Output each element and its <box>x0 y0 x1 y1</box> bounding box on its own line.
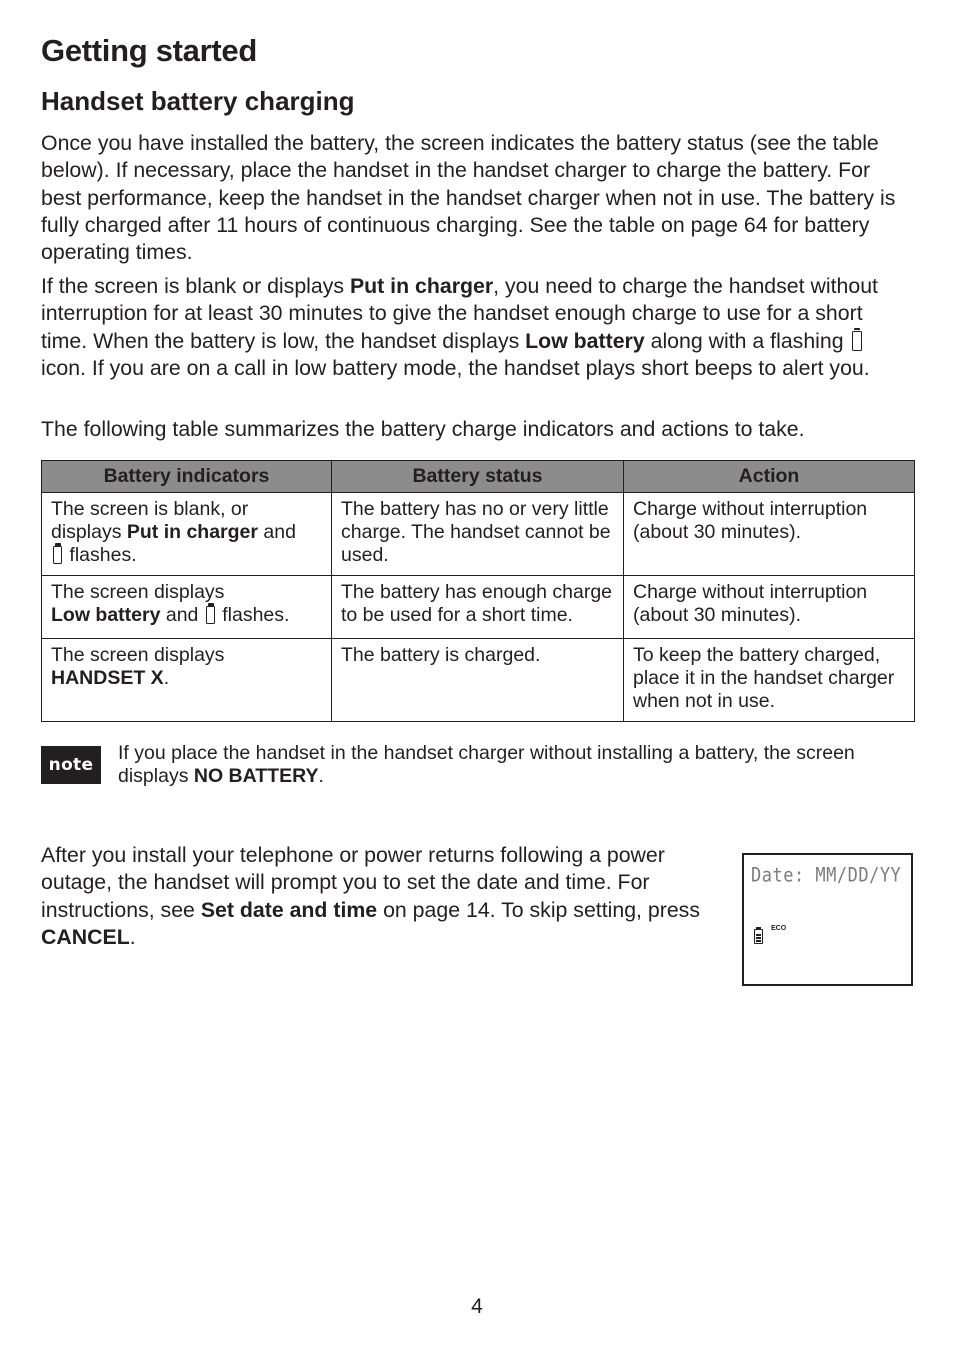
page-title: Getting started <box>41 33 257 68</box>
text-run: . <box>163 667 170 689</box>
no-battery-label: NO BATTERY <box>193 765 319 787</box>
empty-battery-icon <box>852 331 862 351</box>
table-row <box>42 576 915 639</box>
action-cell: Charge without interruption (about 30 minutes). <box>624 576 915 639</box>
indicator-cell <box>42 639 332 722</box>
table-intro-paragraph: The following table summarizes the battery charge indicators and actions to take. <box>41 417 805 441</box>
text-run: and <box>160 604 204 626</box>
set-date-and-time-label: Set date and time <box>200 897 378 922</box>
lcd-date-prompt: Date: MM/DD/YY <box>751 864 902 887</box>
text-run: The screen displays <box>51 644 225 666</box>
low-battery-label: Low battery <box>525 328 645 353</box>
status-cell: The battery has no or very little charge. The handset cannot be used. <box>332 493 624 576</box>
text-run: . <box>129 924 136 949</box>
full-battery-icon <box>754 929 763 944</box>
table-row <box>42 493 915 576</box>
handset-x-label: HANDSET X <box>51 667 164 689</box>
text-run: icon. If you are on a call in low battery mode, the handset plays short beeps to alert you. <box>41 355 870 380</box>
put-in-charger-label: Put in charger <box>349 274 494 298</box>
charging-paragraph <box>41 273 911 382</box>
eco-indicator: ECO <box>771 925 787 932</box>
action-cell: Charge without interruption (about 30 minutes). <box>624 493 915 576</box>
low-battery-label: Low battery <box>51 604 161 626</box>
cancel-label: CANCEL <box>41 924 130 949</box>
header-battery-indicators: Battery indicators <box>42 461 332 493</box>
put-in-charger-label: Put in charger <box>126 521 258 543</box>
handset-lcd-screen <box>742 853 913 986</box>
empty-battery-icon <box>206 606 215 624</box>
empty-battery-icon <box>53 546 62 564</box>
indicator-cell <box>42 576 332 639</box>
section-title: Handset battery charging <box>41 86 355 116</box>
table-header-row <box>42 461 915 493</box>
text-run: The screen is blank, or displays <box>51 498 249 543</box>
text-run: and <box>258 521 296 543</box>
text-run: The screen displays <box>51 581 225 603</box>
status-cell: The battery has enough charge to be used for a short time. <box>332 576 624 639</box>
status-cell: The battery is charged. <box>332 639 624 722</box>
note-text <box>118 742 908 788</box>
text-run: If you place the handset in the handset charger without installing a battery, the screen displays <box>118 742 855 787</box>
date-time-paragraph <box>41 842 721 951</box>
text-run: If the screen is blank or displays <box>41 274 350 298</box>
note-badge: note <box>41 746 101 784</box>
text-run: along with a flashing <box>644 328 850 353</box>
text-run: . <box>318 765 324 787</box>
table-row <box>42 639 915 722</box>
text-run: flashes. <box>216 604 290 626</box>
intro-paragraph: Once you have installed the battery, the screen indicates the battery status (see the table below). If necessary, place the handset in the handset charger to charge the battery. For best performance, keep the handset in the handset charger when not in use. The battery is fully charged after 11 hours of continuous charging. See the table on page 64 for battery operating times. <box>41 131 896 265</box>
battery-indicator-table <box>41 460 915 722</box>
indicator-cell <box>42 493 332 576</box>
header-action: Action <box>624 461 915 493</box>
text-run: flashes. <box>64 544 137 566</box>
text-run: After you install your telephone or power returns following a power outage, the handset will prompt you to set the date and time. For instructions, see <box>41 843 665 922</box>
text-run: on page 14. To skip setting, press <box>377 897 700 922</box>
text-run: , you need to charge the handset without interruption for at least 30 minutes to give the handset enough charge to use for a short time. When the battery is low, the handset displays <box>41 274 878 353</box>
action-cell: To keep the battery charged, place it in the handset charger when not in use. <box>624 639 915 722</box>
page-number: 4 <box>471 1295 483 1318</box>
header-battery-status: Battery status <box>332 461 624 493</box>
